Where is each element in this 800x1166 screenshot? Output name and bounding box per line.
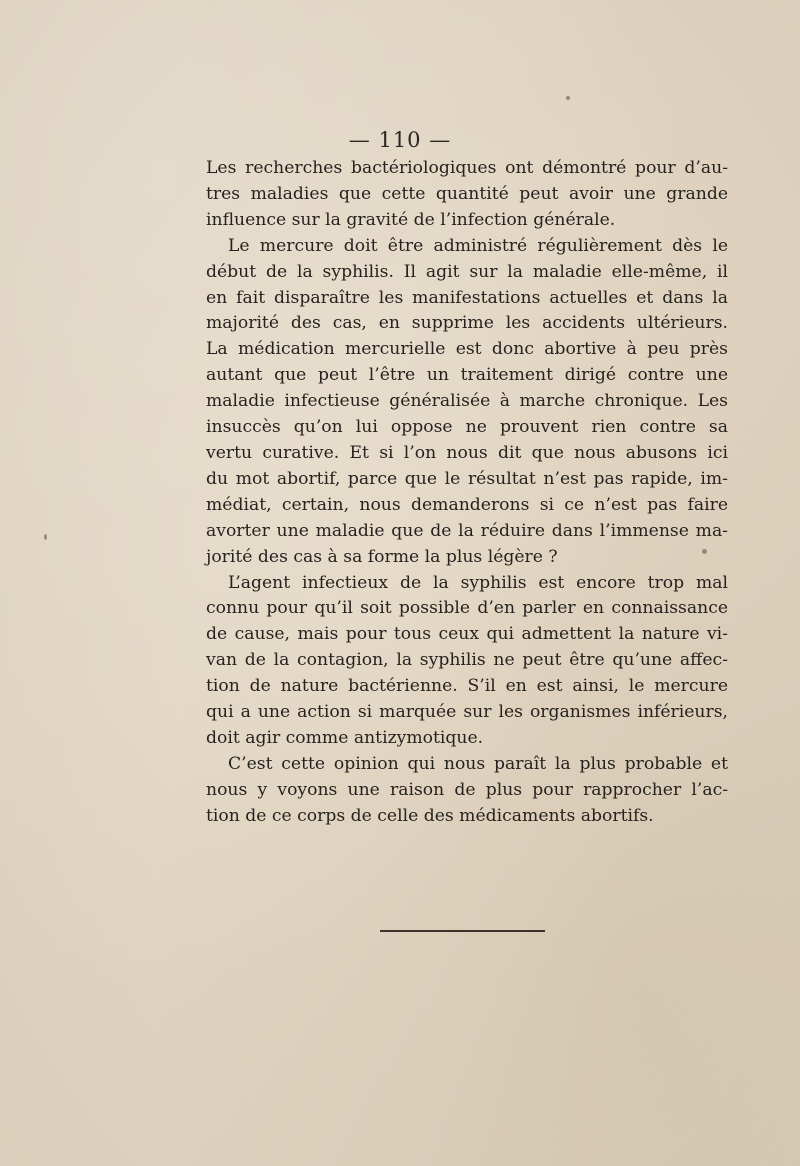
text-line: début de la syphilis. Il agit sur la maladie elle-même, il (206, 261, 728, 282)
text-line: avorter une maladie que de la réduire dans l’immense ma- (206, 520, 728, 541)
text-line: de cause, mais pour tous ceux qui admettent la nature vi- (206, 624, 728, 645)
text-line: nous y voyons une raison de plus pour rapprocher l’ac- (206, 779, 728, 800)
text-line: influence sur la gravité de l’infection générale. (206, 209, 616, 230)
paragraph-3 (206, 571, 728, 752)
text-line: autant que peut l’être un traitement dirigé contre une (206, 365, 728, 386)
text-line: tres maladies que cette quantité peut avoir une grande (206, 183, 728, 204)
footnote-rule (380, 930, 545, 932)
ink-speck (44, 534, 47, 540)
body-text (206, 156, 728, 830)
text-line: en fait disparaître les manifestations actuelles et dans la (206, 287, 728, 308)
text-line: jorité des cas à sa forme la plus légère ? (206, 546, 558, 567)
text-line: L’agent infectieux de la syphilis est encore trop mal (228, 572, 728, 593)
paragraph-2 (206, 234, 728, 571)
text-line: vertu curative. Et si l’on nous dit que nous abusons ici (206, 442, 728, 463)
text-line: médiat, certain, nous demanderons si ce n’est pas faire (206, 494, 728, 515)
text-line: doit agir comme antizymotique. (206, 727, 484, 748)
text-line: Le mercure doit être administré régulièrement dès le (228, 235, 728, 256)
text-line: du mot abortif, parce que le résultat n’est pas rapide, im- (206, 468, 728, 489)
text-line: tion de ce corps de celle des médicaments abortifs. (206, 805, 654, 826)
text-line: La médication mercurielle est donc abortive à peu près (206, 339, 728, 360)
text-line: Les recherches bactériologiques ont démontré pour d’au- (206, 158, 728, 178)
ink-speck (566, 96, 570, 100)
text-line: C’est cette opinion qui nous paraît la plus probable et (228, 753, 728, 774)
text-line: van de la contagion, la syphilis ne peut être qu’une affec- (206, 650, 728, 671)
text-line: maladie infectieuse généralisée à marche chronique. Les (206, 391, 728, 412)
page-number: — 110 — (348, 128, 452, 152)
text-line: connu pour qu’il soit possible d’en parler en connaissance (206, 598, 728, 619)
text-line: insuccès qu’on lui oppose ne prouvent rien contre sa (206, 417, 728, 438)
text-line: tion de nature bactérienne. S’il en est ainsi, le mercure (206, 676, 728, 697)
text-line: qui a une action si marquée sur les organismes inférieurs, (206, 702, 728, 723)
paragraph-1 (206, 156, 728, 234)
paragraph-4 (206, 752, 728, 830)
text-line: majorité des cas, en supprime les accidents ultérieurs. (206, 313, 728, 334)
ink-speck (702, 549, 707, 554)
